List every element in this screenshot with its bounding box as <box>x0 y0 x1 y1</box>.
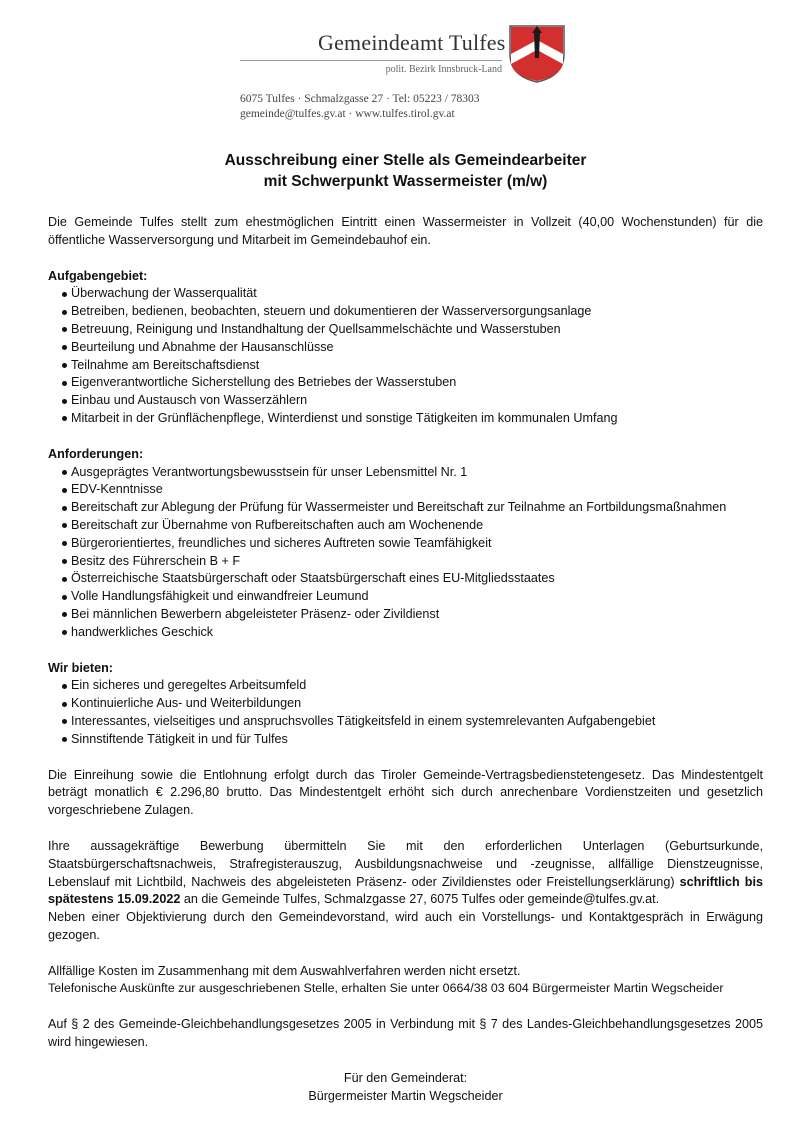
contact-line: gemeinde@tulfes.gv.at · www.tulfes.tirol.gv.at <box>240 108 455 120</box>
address-line: 6075 Tulfes · Schmalzgasse 27 · Tel: 05223 / 78303 <box>240 93 480 105</box>
document-title <box>48 150 763 192</box>
list-item: EDV-Kenntnisse <box>48 481 763 499</box>
document-body <box>48 150 763 1105</box>
letterhead <box>0 0 800 130</box>
objectivity-paragraph: Neben einer Objektivierung durch den Gemeindevorstand, wird auch ein Vorstellungs- und Kontaktgespräch in Erwägung gezogen. <box>48 910 763 942</box>
list-item: Teilnahme am Bereitschaftsdienst <box>48 357 763 375</box>
list-item: Bereitschaft zur Ablegung der Prüfung für Wassermeister und Bereitschaft zur Teilnahme an Fortbildungsmaßnahmen <box>48 499 763 517</box>
list-item: Mitarbeit in der Grünflächenpflege, Winterdienst und sonstige Tätigkeiten im kommunalen Umfang <box>48 410 763 428</box>
signature-block <box>48 1070 763 1106</box>
list-item: Einbau und Austausch von Wasserzählern <box>48 392 763 410</box>
title-line-2: mit Schwerpunkt Wassermeister (m/w) <box>263 173 548 190</box>
tasks-list <box>48 285 763 427</box>
title-line-1: Ausschreibung einer Stelle als Gemeindearbeiter <box>224 152 587 169</box>
phone-info-paragraph: Telefonische Auskünfte zur ausgeschriebenen Stelle, erhalten Sie unter 0664/38 03 604 Bürgermeister Martin Wegscheider <box>48 981 724 996</box>
list-item: Kontinuierliche Aus- und Weiterbildungen <box>48 695 763 713</box>
requirements-list <box>48 464 763 642</box>
offer-list <box>48 677 763 748</box>
list-item: handwerkliches Geschick <box>48 624 763 642</box>
sign-line-1: Für den Gemeinderat: <box>343 1070 468 1085</box>
section-heading-offer: Wir bieten: <box>48 660 113 675</box>
salary-paragraph: Die Einreihung sowie die Entlohnung erfolgt durch das Tiroler Gemeinde-Vertragsbedienstetengesetz. Das Mindestentgelt beträgt monatlich € 2.296,80 brutto. Das Mindestentgelt erhöht sich durch anrechenbare Vordienstzeiten und gesetzlich vorgeschriebene Zulagen. <box>48 767 763 818</box>
list-item: Ausgeprägtes Verantwortungsbewusstsein für unser Lebensmittel Nr. 1 <box>48 464 763 482</box>
crest-tower <box>534 32 540 58</box>
letterhead-divider <box>240 60 502 61</box>
sign-line-2: Bürgermeister Martin Wegscheider <box>308 1088 503 1103</box>
list-item: Bürgerorientiertes, freundliches und sicheres Auftreten sowie Teamfähigkeit <box>48 535 763 553</box>
list-item: Eigenverantwortliche Sicherstellung des Betriebes der Wasserstuben <box>48 374 763 392</box>
list-item: Besitz des Führerschein B + F <box>48 553 763 571</box>
equality-paragraph: Auf § 2 des Gemeinde-Gleichbehandlungsgesetzes 2005 in Verbindung mit § 7 des Landes-Gleichbehandlungsgesetzes 2005 wird hingewiesen. <box>48 1017 763 1050</box>
intro-paragraph: Die Gemeinde Tulfes stellt zum ehestmöglichen Eintritt einen Wassermeister in Vollzeit (40,00 Wochenstunden) für die öffentliche Wasserversorgung und Mitarbeit im Gemeindebauhof ein. <box>48 215 763 247</box>
application-paragraph <box>48 838 763 909</box>
costs-paragraph: Allfällige Kosten im Zusammenhang mit dem Auswahlverfahren werden nicht ersetzt. <box>48 963 521 978</box>
section-heading-tasks: Aufgabengebiet: <box>48 268 148 283</box>
list-item: Österreichische Staatsbürgerschaft oder Staatsbürgerschaft eines EU-Mitgliedsstaates <box>48 570 763 588</box>
list-item: Interessantes, vielseitiges und anspruchsvolles Tätigkeitsfeld in einem systemrelevanten Aufgabengebiet <box>48 713 763 731</box>
list-item: Betreiben, bedienen, beobachten, steuern und dokumentieren der Wasserversorgungsanlage <box>48 303 763 321</box>
letterhead-address <box>240 92 480 122</box>
list-item: Sinnstiftende Tätigkeit in und für Tulfes <box>48 731 763 749</box>
list-item: Überwachung der Wasserqualität <box>48 285 763 303</box>
list-item: Ein sicheres und geregeltes Arbeitsumfeld <box>48 677 763 695</box>
list-item: Beurteilung und Abnahme der Hausanschlüsse <box>48 339 763 357</box>
application-deadline: schriftlich bis spätestens 15.09.2022 <box>48 874 763 907</box>
section-heading-requirements: Anforderungen: <box>48 446 144 461</box>
district-name: polit. Bezirk Innsbruck-Land <box>385 64 502 75</box>
coat-of-arms-icon <box>508 24 566 84</box>
application-address: an die Gemeinde Tulfes, Schmalzgasse 27, 6075 Tulfes oder gemeinde@tulfes.gv.at. <box>180 892 660 907</box>
list-item: Volle Handlungsfähigkeit und einwandfreier Leumund <box>48 588 763 606</box>
list-item: Bei männlichen Bewerbern abgeleisteter Präsenz- oder Zivildienst <box>48 606 763 624</box>
list-item: Betreuung, Reinigung und Instandhaltung der Quellsammelschächte und Wasserstuben <box>48 321 763 339</box>
list-item: Bereitschaft zur Übernahme von Rufbereitschaften auch am Wochenende <box>48 517 763 535</box>
application-text: Ihre aussagekräftige Bewerbung übermitteln Sie mit den erforderlichen Unterlagen (Geburtsurkunde, Staatsbürgerschaftsnachweis, Strafregisterauszug, Ausbildungsnachweise und -zeugnisse, allfällige Dienstzeugnisse, Lebenslauf mit Lichtbild, Nachweis des abgeleisteten Präsenz- oder Zivildienstes oder Freistellungserklärung) <box>48 838 763 889</box>
office-name: Gemeindeamt Tulfes <box>318 30 506 55</box>
